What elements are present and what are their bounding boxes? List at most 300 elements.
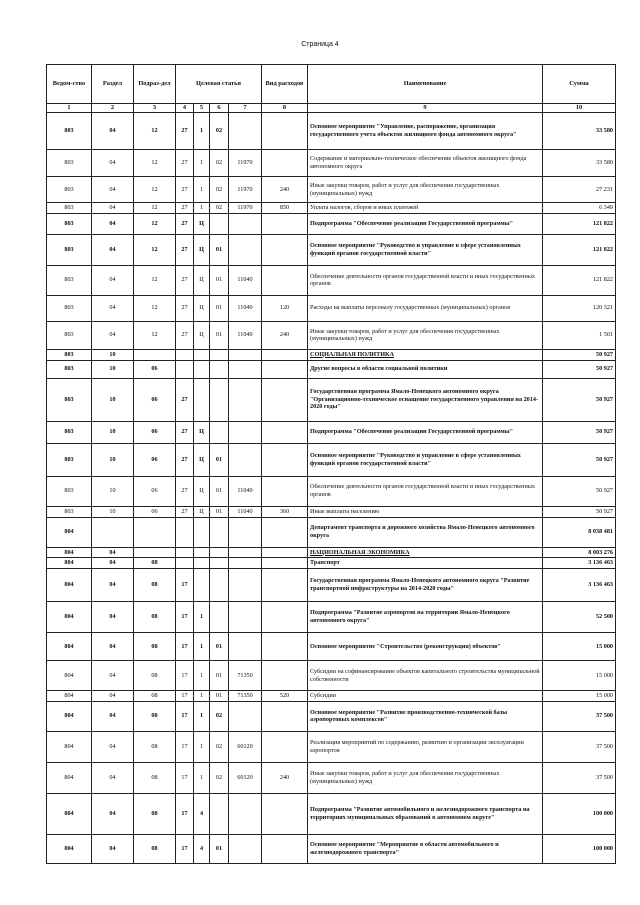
subsection-cell xyxy=(134,547,176,558)
subprogram-code-cell: Ц xyxy=(194,213,210,234)
amount-cell: 121 822 xyxy=(543,234,616,265)
activity-code-cell: 02 xyxy=(210,762,229,793)
amount-cell: 100 000 xyxy=(543,793,616,834)
direction-code-cell: 11040 xyxy=(229,295,262,321)
department-cell: 804 xyxy=(47,661,92,691)
expense-type-cell xyxy=(262,633,308,661)
department-cell: 804 xyxy=(47,547,92,558)
activity-code-cell: 01 xyxy=(210,265,229,295)
item-name-cell: Основное мероприятие "Мероприятие в области автомобильного и железнодорожного транспорта" xyxy=(308,834,543,863)
program-code-cell: 17 xyxy=(176,691,194,702)
table-row xyxy=(47,691,616,702)
department-cell: 803 xyxy=(47,265,92,295)
direction-code-cell: 60120 xyxy=(229,762,262,793)
item-name-cell: Основное мероприятие "Руководство и управление в сфере установленных функций органов государственной власти" xyxy=(308,234,543,265)
department-cell: 803 xyxy=(47,506,92,517)
item-name-cell: Расходы на выплаты персоналу государственных (муниципальных) органов xyxy=(308,295,543,321)
activity-code-cell xyxy=(210,378,229,421)
activity-code-cell: 01 xyxy=(210,834,229,863)
subprogram-code-cell xyxy=(194,378,210,421)
subsection-cell: 08 xyxy=(134,701,176,731)
expense-type-cell xyxy=(262,378,308,421)
amount-cell: 120 321 xyxy=(543,295,616,321)
subsection-cell: 12 xyxy=(134,177,176,203)
section-cell: 04 xyxy=(92,234,134,265)
program-code-cell: 27 xyxy=(176,321,194,349)
item-name-cell: Подпрограмма "Обеспечение реализации Государственной программы" xyxy=(308,421,543,443)
section-cell: 04 xyxy=(92,633,134,661)
item-name-cell: Государственная программа Ямало-Ненецкого автономного округа "Организационно-техническое оснащение государственного управления на 2014-2020 годы" xyxy=(308,378,543,421)
column-number: 3 xyxy=(134,104,176,113)
subsection-cell: 06 xyxy=(134,360,176,378)
amount-cell: 15 000 xyxy=(543,633,616,661)
amount-cell: 50 927 xyxy=(543,476,616,506)
section-cell: 10 xyxy=(92,506,134,517)
table-row xyxy=(47,701,616,731)
section-cell: 04 xyxy=(92,731,134,762)
subprogram-code-cell: Ц xyxy=(194,265,210,295)
department-cell: 803 xyxy=(47,476,92,506)
subsection-cell: 06 xyxy=(134,443,176,476)
table-row xyxy=(47,321,616,349)
department-cell: 803 xyxy=(47,150,92,177)
direction-code-cell xyxy=(229,793,262,834)
direction-code-cell: 11040 xyxy=(229,476,262,506)
department-cell: 804 xyxy=(47,834,92,863)
expense-type-cell xyxy=(262,793,308,834)
direction-code-cell: 11040 xyxy=(229,265,262,295)
table-row xyxy=(47,234,616,265)
department-cell: 803 xyxy=(47,349,92,360)
activity-code-cell: 02 xyxy=(210,150,229,177)
expense-type-cell xyxy=(262,113,308,150)
item-name-cell: Подпрограмма "Развитие автомобильного и железнодорожного транспорта на территориях муниципальных образований в автономном округе" xyxy=(308,793,543,834)
program-code-cell xyxy=(176,558,194,569)
activity-code-cell xyxy=(210,213,229,234)
item-name-cell: Основное мероприятие "Управление, распоряжение, организация государственного учета объектов жилищного фонда автономного округа" xyxy=(308,113,543,150)
subsection-cell xyxy=(134,517,176,547)
expense-type-cell: 240 xyxy=(262,321,308,349)
amount-cell: 50 927 xyxy=(543,443,616,476)
amount-cell: 37 500 xyxy=(543,701,616,731)
item-name-cell: Уплата налогов, сборов и иных платежей xyxy=(308,203,543,214)
expense-type-cell xyxy=(262,265,308,295)
activity-code-cell: 01 xyxy=(210,295,229,321)
subsection-cell: 12 xyxy=(134,234,176,265)
expense-type-cell xyxy=(262,349,308,360)
table-row xyxy=(47,602,616,633)
activity-code-cell xyxy=(210,793,229,834)
expense-type-cell xyxy=(262,569,308,602)
expense-type-cell xyxy=(262,476,308,506)
subsection-cell: 08 xyxy=(134,633,176,661)
header-department: Ведом-ство xyxy=(47,65,92,104)
amount-cell: 121 822 xyxy=(543,213,616,234)
expense-type-cell xyxy=(262,661,308,691)
subsection-cell: 12 xyxy=(134,295,176,321)
subprogram-code-cell: 1 xyxy=(194,661,210,691)
section-cell: 04 xyxy=(92,113,134,150)
header-expense-type: Вид расходов xyxy=(262,65,308,104)
program-code-cell: 27 xyxy=(176,203,194,214)
subsection-cell: 06 xyxy=(134,476,176,506)
subprogram-code-cell: Ц xyxy=(194,476,210,506)
expense-type-cell xyxy=(262,360,308,378)
header-subsection: Подраз-дел xyxy=(134,65,176,104)
subprogram-code-cell: 4 xyxy=(194,834,210,863)
activity-code-cell: 01 xyxy=(210,476,229,506)
subsection-cell: 08 xyxy=(134,793,176,834)
table-row xyxy=(47,517,616,547)
section-cell: 04 xyxy=(92,701,134,731)
subprogram-code-cell: 1 xyxy=(194,701,210,731)
activity-code-cell xyxy=(210,349,229,360)
subsection-cell: 12 xyxy=(134,213,176,234)
department-cell: 803 xyxy=(47,113,92,150)
subprogram-code-cell: 4 xyxy=(194,793,210,834)
program-code-cell: 27 xyxy=(176,506,194,517)
table-row xyxy=(47,177,616,203)
item-name-cell: Другие вопросы в области социальной политики xyxy=(308,360,543,378)
amount-cell: 6 349 xyxy=(543,203,616,214)
table-row xyxy=(47,476,616,506)
amount-cell: 15 000 xyxy=(543,661,616,691)
direction-code-cell xyxy=(229,569,262,602)
item-name-cell: Подпрограмма "Развитие аэропортов на территории Ямало-Ненецкого автономного округа" xyxy=(308,602,543,633)
subprogram-code-cell: 1 xyxy=(194,150,210,177)
subsection-cell: 08 xyxy=(134,602,176,633)
amount-cell: 100 000 xyxy=(543,834,616,863)
expense-type-cell xyxy=(262,213,308,234)
amount-cell: 37 500 xyxy=(543,731,616,762)
table-row xyxy=(47,295,616,321)
expense-type-cell xyxy=(262,731,308,762)
item-name-cell: СОЦИАЛЬНАЯ ПОЛИТИКА xyxy=(308,349,543,360)
item-name-cell: Подпрограмма "Обеспечение реализации Государственной программы" xyxy=(308,213,543,234)
budget-rows xyxy=(47,113,616,864)
amount-cell: 33 580 xyxy=(543,113,616,150)
direction-code-cell xyxy=(229,349,262,360)
table-row xyxy=(47,265,616,295)
amount-cell: 50 927 xyxy=(543,349,616,360)
table-row xyxy=(47,150,616,177)
table-row xyxy=(47,360,616,378)
page-number-label: Страница 4 xyxy=(301,41,339,48)
program-code-cell: 27 xyxy=(176,421,194,443)
program-code-cell: 27 xyxy=(176,295,194,321)
section-cell xyxy=(92,517,134,547)
activity-code-cell xyxy=(210,558,229,569)
direction-code-cell: 11970 xyxy=(229,177,262,203)
activity-code-cell: 02 xyxy=(210,701,229,731)
activity-code-cell: 01 xyxy=(210,661,229,691)
expense-type-cell xyxy=(262,234,308,265)
program-code-cell: 17 xyxy=(176,834,194,863)
item-name-cell: Обеспечение деятельности органов государственной власти и иных государственных органов xyxy=(308,265,543,295)
subsection-cell: 12 xyxy=(134,150,176,177)
subsection-cell: 12 xyxy=(134,265,176,295)
header-row xyxy=(47,65,616,104)
subprogram-code-cell: 1 xyxy=(194,633,210,661)
subsection-cell: 08 xyxy=(134,661,176,691)
subsection-cell: 08 xyxy=(134,762,176,793)
column-number: 1 xyxy=(47,104,92,113)
program-code-cell: 27 xyxy=(176,443,194,476)
subsection-cell: 06 xyxy=(134,421,176,443)
activity-code-cell: 01 xyxy=(210,234,229,265)
table-row xyxy=(47,349,616,360)
subprogram-code-cell: Ц xyxy=(194,506,210,517)
expense-type-cell xyxy=(262,558,308,569)
expense-type-cell xyxy=(262,517,308,547)
program-code-cell: 27 xyxy=(176,234,194,265)
section-cell: 04 xyxy=(92,558,134,569)
activity-code-cell xyxy=(210,421,229,443)
section-cell: 10 xyxy=(92,360,134,378)
section-cell: 10 xyxy=(92,349,134,360)
subprogram-code-cell: Ц xyxy=(194,421,210,443)
column-number: 5 xyxy=(194,104,210,113)
section-cell: 10 xyxy=(92,443,134,476)
department-cell: 803 xyxy=(47,360,92,378)
activity-code-cell xyxy=(210,547,229,558)
subsection-cell: 08 xyxy=(134,834,176,863)
header-section: Раздел xyxy=(92,65,134,104)
item-name-cell: Иные закупки товаров, работ и услуг для обеспечения государственных (муниципальных) нужд xyxy=(308,321,543,349)
program-code-cell xyxy=(176,517,194,547)
department-cell: 803 xyxy=(47,321,92,349)
subsection-cell: 06 xyxy=(134,506,176,517)
activity-code-cell xyxy=(210,602,229,633)
expense-type-cell: 120 xyxy=(262,295,308,321)
department-cell: 803 xyxy=(47,203,92,214)
direction-code-cell xyxy=(229,633,262,661)
activity-code-cell: 01 xyxy=(210,633,229,661)
subprogram-code-cell: 1 xyxy=(194,177,210,203)
item-name-cell: Реализация мероприятий по содержанию, развитию и организации эксплуатации аэропортов xyxy=(308,731,543,762)
column-number: 2 xyxy=(92,104,134,113)
amount-cell: 15 000 xyxy=(543,691,616,702)
section-cell: 04 xyxy=(92,834,134,863)
item-name-cell: Субсидии xyxy=(308,691,543,702)
table-row xyxy=(47,421,616,443)
activity-code-cell xyxy=(210,569,229,602)
subprogram-code-cell: Ц xyxy=(194,321,210,349)
direction-code-cell: 11970 xyxy=(229,203,262,214)
column-number: 8 xyxy=(262,104,308,113)
header-sum: Сумма xyxy=(543,65,616,104)
program-code-cell: 27 xyxy=(176,476,194,506)
subsection-cell: 06 xyxy=(134,378,176,421)
direction-code-cell xyxy=(229,517,262,547)
subsection-cell: 08 xyxy=(134,691,176,702)
column-number: 10 xyxy=(543,104,616,113)
subsection-cell: 08 xyxy=(134,569,176,602)
amount-cell: 121 822 xyxy=(543,265,616,295)
direction-code-cell xyxy=(229,378,262,421)
section-cell: 10 xyxy=(92,378,134,421)
activity-code-cell: 01 xyxy=(210,321,229,349)
subprogram-code-cell: Ц xyxy=(194,234,210,265)
item-name-cell: Государственная программа Ямало-Ненецкого автономного округа "Развитие транспортной инфраструктуры на 2014-2020 годы" xyxy=(308,569,543,602)
section-cell: 04 xyxy=(92,265,134,295)
amount-cell: 3 136 463 xyxy=(543,569,616,602)
department-cell: 804 xyxy=(47,691,92,702)
subprogram-code-cell xyxy=(194,569,210,602)
section-cell: 04 xyxy=(92,762,134,793)
activity-code-cell: 02 xyxy=(210,177,229,203)
column-number: 4 xyxy=(176,104,194,113)
department-cell: 804 xyxy=(47,633,92,661)
program-code-cell: 27 xyxy=(176,265,194,295)
direction-code-cell xyxy=(229,443,262,476)
activity-code-cell xyxy=(210,517,229,547)
subsection-cell: 12 xyxy=(134,321,176,349)
item-name-cell: Иные выплаты населению xyxy=(308,506,543,517)
expense-type-cell: 240 xyxy=(262,177,308,203)
table-row xyxy=(47,213,616,234)
item-name-cell: Субсидии на софинансирование объектов капитального строительства муниципальной собственности xyxy=(308,661,543,691)
subprogram-code-cell: 1 xyxy=(194,731,210,762)
table-row xyxy=(47,113,616,150)
direction-code-cell xyxy=(229,558,262,569)
program-code-cell: 17 xyxy=(176,661,194,691)
item-name-cell: Основное мероприятие "Строительство (реконструкция) объектов" xyxy=(308,633,543,661)
department-cell: 803 xyxy=(47,213,92,234)
table-row xyxy=(47,506,616,517)
program-code-cell: 17 xyxy=(176,793,194,834)
direction-code-cell xyxy=(229,602,262,633)
program-code-cell: 17 xyxy=(176,633,194,661)
direction-code-cell xyxy=(229,213,262,234)
section-cell: 04 xyxy=(92,661,134,691)
program-code-cell: 27 xyxy=(176,177,194,203)
column-number: 9 xyxy=(308,104,543,113)
program-code-cell: 17 xyxy=(176,569,194,602)
section-cell: 04 xyxy=(92,569,134,602)
expense-type-cell xyxy=(262,834,308,863)
section-cell: 04 xyxy=(92,547,134,558)
section-cell: 04 xyxy=(92,150,134,177)
program-code-cell xyxy=(176,547,194,558)
section-cell: 04 xyxy=(92,602,134,633)
subprogram-code-cell: 1 xyxy=(194,602,210,633)
program-code-cell: 27 xyxy=(176,213,194,234)
subprogram-code-cell: Ц xyxy=(194,295,210,321)
amount-cell: 37 500 xyxy=(543,762,616,793)
column-number: 6 xyxy=(210,104,229,113)
expense-type-cell xyxy=(262,547,308,558)
direction-code-cell: 60120 xyxy=(229,731,262,762)
amount-cell: 3 136 463 xyxy=(543,558,616,569)
amount-cell: 33 580 xyxy=(543,150,616,177)
amount-cell: 27 231 xyxy=(543,177,616,203)
department-cell: 803 xyxy=(47,234,92,265)
table-row xyxy=(47,569,616,602)
direction-code-cell: 71350 xyxy=(229,661,262,691)
program-code-cell xyxy=(176,360,194,378)
direction-code-cell xyxy=(229,834,262,863)
activity-code-cell: 01 xyxy=(210,443,229,476)
table-row xyxy=(47,378,616,421)
table-row xyxy=(47,547,616,558)
table-row xyxy=(47,443,616,476)
activity-code-cell xyxy=(210,360,229,378)
subprogram-code-cell xyxy=(194,349,210,360)
subsection-cell: 08 xyxy=(134,558,176,569)
program-code-cell: 17 xyxy=(176,731,194,762)
department-cell: 803 xyxy=(47,421,92,443)
expense-type-cell xyxy=(262,150,308,177)
amount-cell: 8 038 481 xyxy=(543,517,616,547)
section-cell: 04 xyxy=(92,177,134,203)
table-row xyxy=(47,793,616,834)
direction-code-cell xyxy=(229,701,262,731)
expense-type-cell xyxy=(262,602,308,633)
direction-code-cell xyxy=(229,547,262,558)
subprogram-code-cell: 1 xyxy=(194,203,210,214)
expense-type-cell xyxy=(262,443,308,476)
section-cell: 10 xyxy=(92,421,134,443)
department-cell: 803 xyxy=(47,378,92,421)
section-cell: 04 xyxy=(92,691,134,702)
section-cell: 10 xyxy=(92,476,134,506)
activity-code-cell: 02 xyxy=(210,113,229,150)
direction-code-cell xyxy=(229,421,262,443)
department-cell: 804 xyxy=(47,701,92,731)
direction-code-cell: 11970 xyxy=(229,150,262,177)
item-name-cell: Содержание и материально-техническое обеспечение объектов жилищного фонда автономного округа xyxy=(308,150,543,177)
amount-cell: 50 927 xyxy=(543,506,616,517)
program-code-cell xyxy=(176,349,194,360)
table-row xyxy=(47,834,616,863)
item-name-cell: Основное мероприятие "Руководство и управление в сфере установленных функций органов государственной власти" xyxy=(308,443,543,476)
direction-code-cell: 11040 xyxy=(229,321,262,349)
amount-cell: 50 927 xyxy=(543,378,616,421)
department-cell: 804 xyxy=(47,569,92,602)
subsection-cell xyxy=(134,349,176,360)
expense-type-cell: 850 xyxy=(262,203,308,214)
column-number: 7 xyxy=(229,104,262,113)
section-cell: 04 xyxy=(92,203,134,214)
item-name-cell: Иные закупки товаров, работ и услуг для обеспечения государственных (муниципальных) нужд xyxy=(308,762,543,793)
expense-type-cell: 360 xyxy=(262,506,308,517)
section-cell: 04 xyxy=(92,213,134,234)
item-name-cell: НАЦИОНАЛЬНАЯ ЭКОНОМИКА xyxy=(308,547,543,558)
item-name-cell: Иные закупки товаров, работ и услуг для обеспечения государственных (муниципальных) нужд xyxy=(308,177,543,203)
direction-code-cell xyxy=(229,113,262,150)
subprogram-code-cell: 1 xyxy=(194,113,210,150)
table-row xyxy=(47,558,616,569)
table-row xyxy=(47,203,616,214)
subsection-cell: 08 xyxy=(134,731,176,762)
header-target-article: Целевая статья xyxy=(176,65,262,104)
department-cell: 804 xyxy=(47,602,92,633)
expense-type-cell: 520 xyxy=(262,691,308,702)
department-cell: 803 xyxy=(47,295,92,321)
amount-cell: 50 927 xyxy=(543,421,616,443)
direction-code-cell: 71350 xyxy=(229,691,262,702)
column-number-row xyxy=(47,104,616,113)
activity-code-cell: 02 xyxy=(210,731,229,762)
subprogram-code-cell xyxy=(194,547,210,558)
program-code-cell: 27 xyxy=(176,378,194,421)
table-row xyxy=(47,762,616,793)
amount-cell: 50 927 xyxy=(543,360,616,378)
program-code-cell: 27 xyxy=(176,113,194,150)
expense-type-cell xyxy=(262,701,308,731)
program-code-cell: 17 xyxy=(176,701,194,731)
